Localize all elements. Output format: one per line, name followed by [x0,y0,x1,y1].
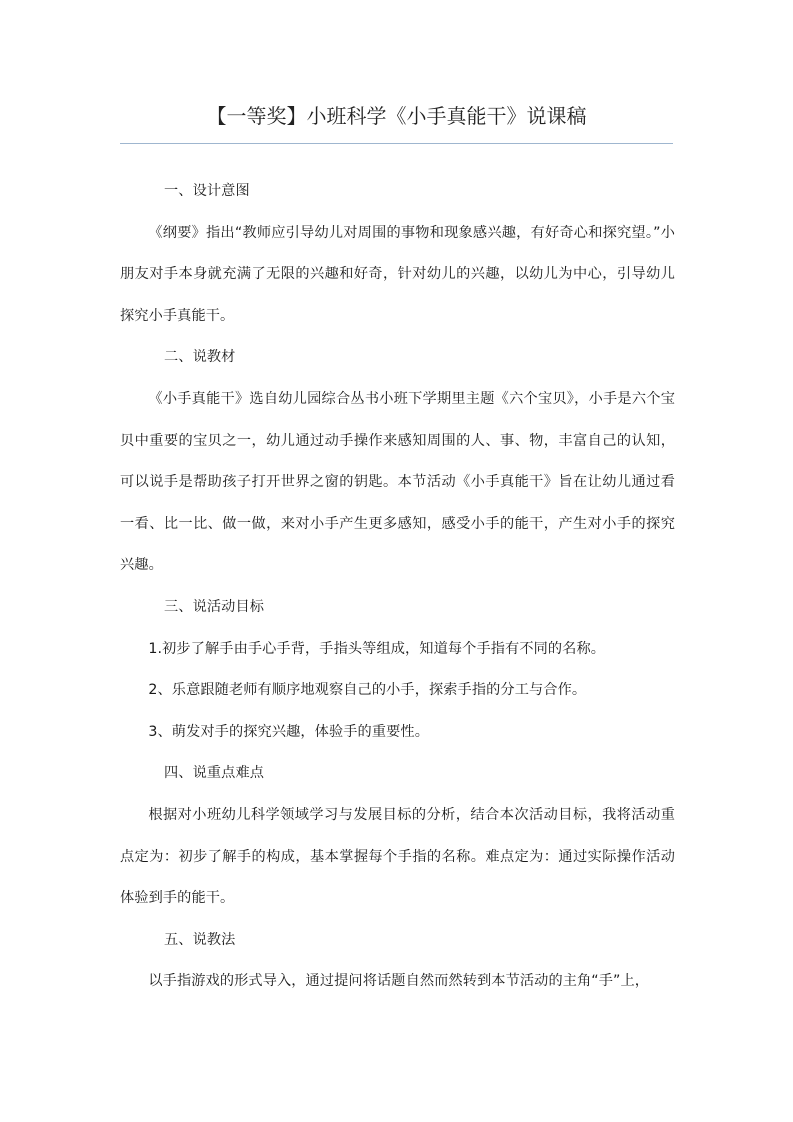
paragraph-teaching-material: 《小手真能干》选自幼儿园综合丛书小班下学期里主题《六个宝贝》，小手是六个宝贝中重要的宝贝之一，幼儿通过动手操作来感知周围的人、事、物，丰富自己的认知，可以说手是帮助孩子打开世界之窗的钥匙。本节活动《小手真能干》旨在让幼儿通过看一看、比一比、做一做，来对小手产生更多感知，感受小手的能干，产生对小手的探究兴趣。 [120,390,675,574]
section-heading-teaching-material: 二、说教材 [164,349,236,366]
paragraph-key-points: 根据对小班幼儿科学领域学习与发展目标的分析，结合本次活动目标，我将活动重点定为：初步了解手的构成，基本掌握每个手指的名称。难点定为：通过实际操作活动体验到手的能干。 [120,806,675,907]
section-heading-activity-goals: 三、说活动目标 [164,598,265,615]
document-body [120,171,675,1003]
section-heading-key-points: 四、说重点难点 [164,765,265,782]
document-title: 【一等奖】小班科学《小手真能干》说课稿 [206,104,587,128]
title-divider [120,143,673,144]
paragraph-goal-3: 3、萌发对手的探究兴趣，体验手的重要性。 [148,723,429,740]
paragraph-design-intent: 《纲要》指出“教师应引导幼儿对周围的事物和现象感兴趣，有好奇心和探究望。”小朋友对手本身就充满了无限的兴趣和好奇，针对幼儿的兴趣，以幼儿为中心，引导幼儿探究小手真能干。 [120,224,675,324]
paragraph-goal-2: 2、乐意跟随老师有顺序地观察自己的小手，探索手指的分工与合作。 [148,682,587,699]
paragraph-goal-1: 1.初步了解手由手心手背，手指头等组成，知道每个手指有不同的名称。 [148,640,606,657]
section-heading-design-intent: 一、设计意图 [164,183,250,199]
paragraph-teaching-method: 以手指游戏的形式导入，通过提问将话题自然而然转到本节活动的主角“手”上， [148,973,650,990]
section-heading-teaching-method: 五、说教法 [164,931,236,948]
